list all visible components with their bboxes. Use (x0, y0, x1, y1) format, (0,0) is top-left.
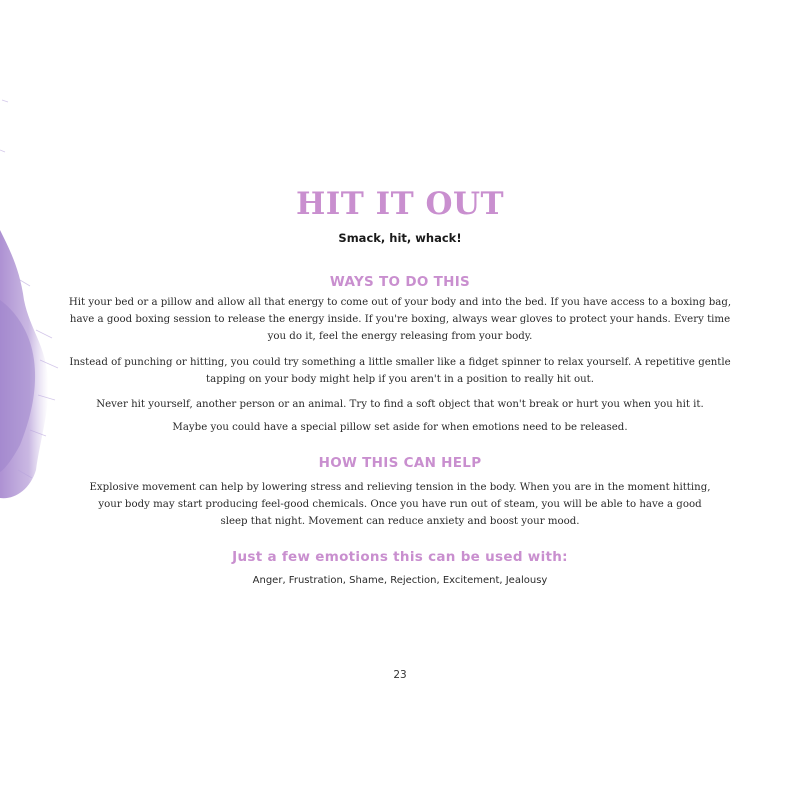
ways-paragraph-3 (0, 396, 800, 413)
ways-paragraph-4 (0, 419, 800, 436)
help-heading: HOW THIS CAN HELP (318, 455, 482, 471)
ways-p4-line: Maybe you could have a special pillow set aside for when emotions need to be released. (172, 422, 628, 433)
page-title: HIT IT OUT (295, 186, 505, 222)
ways-p2-line-2: tapping on your body might help if you aren't in a position to really hit out. (206, 374, 594, 385)
help-line-2: your body may start producing feel-good chemicals. Once you have run out of steam, you will be able to have a good (98, 499, 702, 510)
help-line-1: Explosive movement can help by lowering stress and relieving tension in the body. When you are in the moment hitting, (89, 482, 711, 493)
ways-paragraph-1 (0, 294, 800, 345)
emotions-list: Anger, Frustration, Shame, Rejection, Excitement, Jealousy (252, 575, 548, 586)
ways-heading: WAYS TO DO THIS (329, 274, 471, 290)
ways-p2-line-1: Instead of punching or hitting, you could try something a little smaller like a fidget spinner to relax yourself. A repetitive gentle (69, 357, 731, 368)
help-line-3: sleep that night. Movement can reduce anxiety and boost your mood. (220, 516, 580, 527)
ways-paragraph-2 (0, 354, 800, 388)
ways-p1-line-1: Hit your bed or a pillow and allow all that energy to come out of your body and into the bed. If you have access to a boxing bag, (68, 297, 732, 308)
ways-p1-line-3: you do it, feel the energy releasing from your body. (267, 331, 533, 342)
help-paragraph (0, 479, 800, 530)
page-number: 23 (393, 669, 407, 681)
ways-p1-line-2: have a good boxing session to release the energy inside. If you're boxing, always wear gloves to protect your hands. Every time (69, 314, 731, 325)
page-subtitle: Smack, hit, whack! (338, 231, 462, 245)
emotions-heading: Just a few emotions this can be used with: (232, 549, 568, 565)
ways-p3-line: Never hit yourself, another person or an animal. Try to find a soft object that won't break or hurt you when you hit it. (96, 399, 704, 410)
